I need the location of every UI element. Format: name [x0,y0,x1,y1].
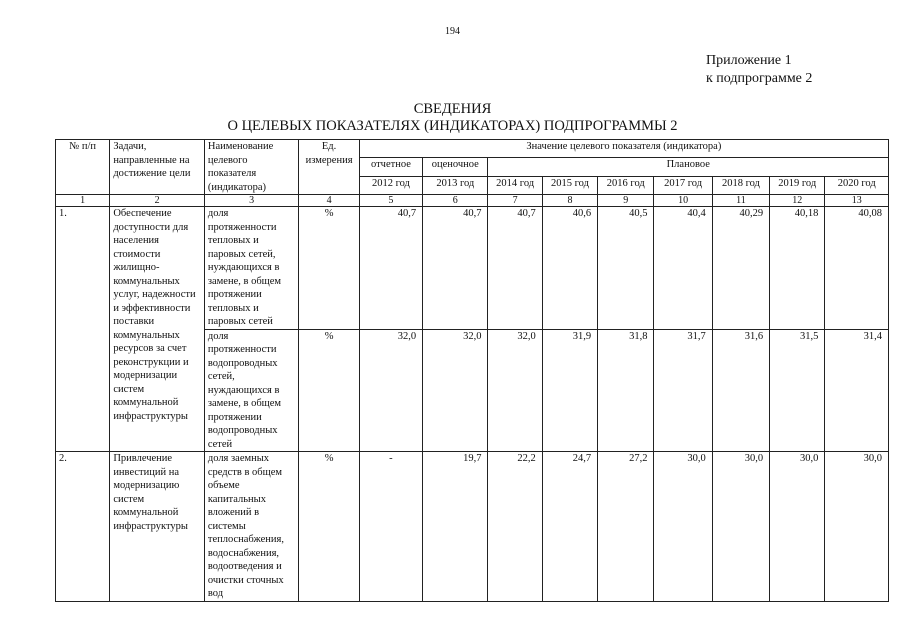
unit-cell: % [299,452,359,602]
value-cell: 40,5 [598,207,654,330]
header-planned: Плановое [488,158,889,176]
value-cell: 22,2 [488,452,542,602]
unit-cell: % [299,207,359,330]
value-cell: 40,7 [359,207,422,330]
table-row [56,452,889,602]
value-cell: - [359,452,422,602]
header-year: 2016 год [598,176,654,194]
column-number: 11 [712,195,769,207]
table-header [56,140,889,207]
column-number: 10 [654,195,712,207]
row-number: 1. [56,207,110,452]
row-number: 2. [56,452,110,602]
value-cell: 40,6 [542,207,597,330]
indicators-table [55,139,889,602]
header-estimated: оценочное [423,158,488,176]
value-cell: 30,0 [825,452,889,602]
column-number: 12 [770,195,825,207]
value-cell: 19,7 [423,452,488,602]
value-cell: 31,9 [542,329,597,452]
indicator-name: доля протяженности тепловых и паровых сетей, нуждающихся в замене, в общем протяжении тепловых и паровых сетей [204,207,299,330]
header-year: 2020 год [825,176,889,194]
document-title [0,101,905,135]
indicator-name: доля протяженности водопроводных сетей, нуждающихся в замене, в общем протяжении водопроводных сетей [204,329,299,452]
value-cell: 31,6 [712,329,769,452]
value-cell: 40,18 [770,207,825,330]
value-cell: 31,5 [770,329,825,452]
table-row [56,207,889,330]
task-cell: Обеспечение доступности для населения стоимости жилищно-коммунальных услуг, надежности и эффективности поставки коммунальных ресурсов за счет реконструкции и модернизации систем коммунальной инфраструктуры [110,207,205,452]
value-cell: 27,2 [598,452,654,602]
header-year: 2012 год [359,176,422,194]
header-year: 2014 год [488,176,542,194]
unit-cell: % [299,329,359,452]
page-number: 194 [445,26,460,37]
header-unit: Ед. измерения [299,140,359,195]
value-cell: 30,0 [770,452,825,602]
header-tasks: Задачи, направленные на достижение цели [110,140,205,195]
value-cell: 40,7 [423,207,488,330]
column-number: 8 [542,195,597,207]
header-reporting: отчетное [359,158,422,176]
value-cell: 24,7 [542,452,597,602]
value-cell: 30,0 [654,452,712,602]
appendix-line-2: к подпрограмме 2 [706,71,813,86]
title-line-2: О ЦЕЛЕВЫХ ПОКАЗАТЕЛЯХ (ИНДИКАТОРАХ) ПОДПРОГРАММЫ 2 [227,118,678,134]
column-number: 5 [359,195,422,207]
column-number: 13 [825,195,889,207]
value-cell: 40,7 [488,207,542,330]
value-cell: 32,0 [359,329,422,452]
column-number: 6 [423,195,488,207]
value-cell: 31,7 [654,329,712,452]
header-year: 2015 год [542,176,597,194]
header-year: 2013 год [423,176,488,194]
value-cell: 32,0 [488,329,542,452]
header-year: 2018 год [712,176,769,194]
value-cell: 31,4 [825,329,889,452]
header-year: 2019 год [770,176,825,194]
value-cell: 40,29 [712,207,769,330]
value-cell: 40,08 [825,207,889,330]
column-number: 4 [299,195,359,207]
column-number: 3 [204,195,299,207]
task-cell: Привлечение инвестиций на модернизацию систем коммунальной инфраструктуры [110,452,205,602]
value-cell: 31,8 [598,329,654,452]
value-cell: 30,0 [712,452,769,602]
title-line-1: СВЕДЕНИЯ [413,101,492,117]
header-value-group: Значение целевого показателя (индикатора) [359,140,888,158]
column-number: 9 [598,195,654,207]
appendix-label [706,52,812,88]
header-year: 2017 год [654,176,712,194]
indicator-name: доля заемных средств в общем объеме капитальных вложений в системы теплоснабжения, водоснабжения, водоотведения и очистки сточных вод [204,452,299,602]
header-indicator-name: Наименование целевого показателя (индикатора) [204,140,299,195]
value-cell: 40,4 [654,207,712,330]
value-cell: 32,0 [423,329,488,452]
column-number: 7 [488,195,542,207]
appendix-line-1: Приложение 1 [706,53,792,68]
header-num: № п/п [56,140,110,195]
column-number: 2 [110,195,205,207]
column-number: 1 [56,195,110,207]
